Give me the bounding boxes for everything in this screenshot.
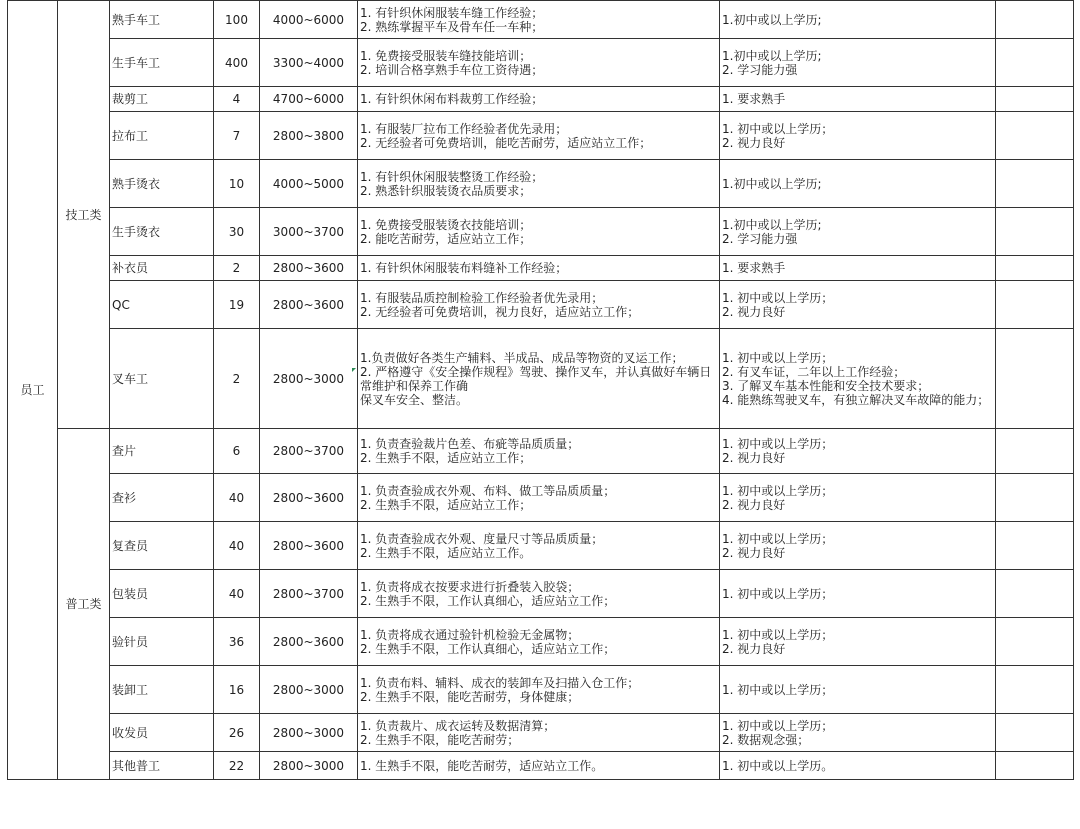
- requirements-cell: 1. 初中或以上学历； 2. 视力良好: [720, 618, 996, 666]
- salary-cell: 2800~3600: [260, 281, 358, 329]
- group-name-cell: 普工类: [58, 429, 110, 780]
- headcount-cell: 2: [214, 256, 260, 281]
- requirements-cell: 1.初中或以上学历;: [720, 160, 996, 208]
- duties-cell: 1. 有针织休闲服装整烫工作经验； 2. 熟悉针织服装烫衣品质要求；: [358, 160, 720, 208]
- notes-cell: [996, 208, 1074, 256]
- position-cell: 叉车工: [110, 329, 214, 429]
- salary-cell: 2800~3600: [260, 256, 358, 281]
- duties-cell: 1. 有针织休闲服装车缝工作经验； 2. 熟练掌握平车及骨车任一车种；: [358, 1, 720, 39]
- table-row: [8, 570, 1074, 618]
- notes-cell: [996, 429, 1074, 474]
- table-row: [8, 474, 1074, 522]
- position-cell: 收发员: [110, 714, 214, 752]
- position-cell: 熟手车工: [110, 1, 214, 39]
- salary-cell: 4000~6000: [260, 1, 358, 39]
- table-row: [8, 752, 1074, 780]
- duties-cell: 1. 生熟手不限，能吃苦耐劳，适应站立工作。: [358, 752, 720, 780]
- salary-cell: 2800~3600: [260, 522, 358, 570]
- salary-cell: 2800~3700: [260, 429, 358, 474]
- table-row: [8, 522, 1074, 570]
- duties-cell: 1. 负责将成衣按要求进行折叠装入胶袋； 2. 生熟手不限，工作认真细心，适应站立工作；: [358, 570, 720, 618]
- headcount-cell: 40: [214, 474, 260, 522]
- position-cell: 查衫: [110, 474, 214, 522]
- position-cell: 熟手烫衣: [110, 160, 214, 208]
- requirements-cell: 1. 初中或以上学历；: [720, 570, 996, 618]
- notes-cell: [996, 281, 1074, 329]
- headcount-cell: 36: [214, 618, 260, 666]
- headcount-cell: 30: [214, 208, 260, 256]
- headcount-cell: 2: [214, 329, 260, 429]
- position-cell: 生手烫衣: [110, 208, 214, 256]
- duties-cell: 1. 有针织休闲布料裁剪工作经验；: [358, 87, 720, 112]
- headcount-cell: 100: [214, 1, 260, 39]
- headcount-cell: 6: [214, 429, 260, 474]
- headcount-cell: 40: [214, 570, 260, 618]
- notes-cell: [996, 329, 1074, 429]
- job-listing-table: [7, 0, 1074, 780]
- table-row: [8, 429, 1074, 474]
- requirements-cell: 1. 初中或以上学历；: [720, 666, 996, 714]
- duties-cell: 1. 负责将成衣通过验针机检验无金属物； 2. 生熟手不限，工作认真细心，适应站立工作；: [358, 618, 720, 666]
- headcount-cell: 16: [214, 666, 260, 714]
- requirements-cell: 1. 初中或以上学历； 2. 有叉车证，二年以上工作经验； 3. 了解叉车基本性能和安全技术要求； 4. 能熟练驾驶叉车，有独立解决叉车故障的能力；: [720, 329, 996, 429]
- requirements-cell: 1. 要求熟手: [720, 87, 996, 112]
- position-cell: 生手车工: [110, 39, 214, 87]
- position-cell: 装卸工: [110, 666, 214, 714]
- notes-cell: [996, 87, 1074, 112]
- notes-cell: [996, 256, 1074, 281]
- requirements-cell: 1. 初中或以上学历； 2. 视力良好: [720, 474, 996, 522]
- notes-cell: [996, 618, 1074, 666]
- table-row: [8, 256, 1074, 281]
- duties-cell: 1. 有服装品质控制检验工作经验者优先录用； 2. 无经验者可免费培训，视力良好，适应站立工作；: [358, 281, 720, 329]
- position-cell: 拉布工: [110, 112, 214, 160]
- requirements-cell: 1. 初中或以上学历； 2. 视力良好: [720, 522, 996, 570]
- headcount-cell: 19: [214, 281, 260, 329]
- table-row: [8, 160, 1074, 208]
- salary-cell: 4700~6000: [260, 87, 358, 112]
- position-cell: QC: [110, 281, 214, 329]
- salary-cell: 3000~3700: [260, 208, 358, 256]
- position-cell: 查片: [110, 429, 214, 474]
- salary-cell: 2800~3000: [260, 752, 358, 780]
- notes-cell: [996, 112, 1074, 160]
- table-row: [8, 618, 1074, 666]
- duties-cell: 1. 免费接受服装烫衣技能培训； 2. 能吃苦耐劳，适应站立工作；: [358, 208, 720, 256]
- position-cell: 验针员: [110, 618, 214, 666]
- table-row: [8, 87, 1074, 112]
- headcount-cell: 400: [214, 39, 260, 87]
- salary-cell: 2800~3000: [260, 714, 358, 752]
- requirements-cell: 1.初中或以上学历;: [720, 1, 996, 39]
- cell-comment-marker: [352, 368, 356, 372]
- requirements-cell: 1. 初中或以上学历； 2. 视力良好: [720, 281, 996, 329]
- requirements-cell: 1. 初中或以上学历； 2. 数据观念强；: [720, 714, 996, 752]
- notes-cell: [996, 474, 1074, 522]
- notes-cell: [996, 160, 1074, 208]
- salary-cell: 2800~3600: [260, 618, 358, 666]
- salary-cell: 2800~3000: [260, 329, 358, 429]
- requirements-cell: 1. 初中或以上学历； 2. 视力良好: [720, 112, 996, 160]
- duties-cell: 1. 有针织休闲服装布料缝补工作经验；: [358, 256, 720, 281]
- table-row: [8, 39, 1074, 87]
- category-cell: 员工: [8, 1, 58, 780]
- requirements-cell: 1. 初中或以上学历； 2. 视力良好: [720, 429, 996, 474]
- position-cell: 其他普工: [110, 752, 214, 780]
- table-row: [8, 208, 1074, 256]
- notes-cell: [996, 1, 1074, 39]
- headcount-cell: 26: [214, 714, 260, 752]
- salary-cell: 4000~5000: [260, 160, 358, 208]
- position-cell: 补衣员: [110, 256, 214, 281]
- table-row: [8, 281, 1074, 329]
- duties-cell: 1. 负责查验裁片色差、布疵等品质质量； 2. 生熟手不限，适应站立工作；: [358, 429, 720, 474]
- salary-cell: 2800~3000: [260, 666, 358, 714]
- notes-cell: [996, 570, 1074, 618]
- duties-cell: 1.负责做好各类生产辅料、半成品、成品等物资的叉运工作； 2. 严格遵守《安全操作规程》驾驶、操作叉车，并认真做好车辆日常维护和保养工作确 保叉车安全、整洁。: [358, 329, 720, 429]
- notes-cell: [996, 522, 1074, 570]
- headcount-cell: 22: [214, 752, 260, 780]
- table-row: [8, 112, 1074, 160]
- notes-cell: [996, 752, 1074, 780]
- duties-cell: 1. 有服装厂拉布工作经验者优先录用； 2. 无经验者可免费培训，能吃苦耐劳，适应站立工作；: [358, 112, 720, 160]
- notes-cell: [996, 714, 1074, 752]
- duties-cell: 1. 负责布料、辅料、成衣的装卸车及扫描入仓工作； 2. 生熟手不限，能吃苦耐劳，身体健康；: [358, 666, 720, 714]
- position-cell: 复查员: [110, 522, 214, 570]
- notes-cell: [996, 666, 1074, 714]
- table-row: [8, 329, 1074, 429]
- requirements-cell: 1. 要求熟手: [720, 256, 996, 281]
- headcount-cell: 10: [214, 160, 260, 208]
- duties-cell: 1. 负责查验成衣外观、度量尺寸等品质质量； 2. 生熟手不限，适应站立工作。: [358, 522, 720, 570]
- headcount-cell: 7: [214, 112, 260, 160]
- headcount-cell: 4: [214, 87, 260, 112]
- salary-cell: 2800~3800: [260, 112, 358, 160]
- table-row: [8, 1, 1074, 39]
- salary-cell: 2800~3700: [260, 570, 358, 618]
- table-row: [8, 714, 1074, 752]
- notes-cell: [996, 39, 1074, 87]
- position-cell: 包装员: [110, 570, 214, 618]
- salary-cell: 2800~3600: [260, 474, 358, 522]
- group-name-cell: 技工类: [58, 1, 110, 429]
- salary-cell: 3300~4000: [260, 39, 358, 87]
- position-cell: 裁剪工: [110, 87, 214, 112]
- requirements-cell: 1.初中或以上学历; 2. 学习能力强: [720, 208, 996, 256]
- headcount-cell: 40: [214, 522, 260, 570]
- duties-cell: 1. 负责查验成衣外观、布料、做工等品质质量； 2. 生熟手不限，适应站立工作；: [358, 474, 720, 522]
- duties-cell: 1. 免费接受服装车缝技能培训； 2. 培训合格享熟手车位工资待遇；: [358, 39, 720, 87]
- requirements-cell: 1. 初中或以上学历。: [720, 752, 996, 780]
- table-row: [8, 666, 1074, 714]
- duties-cell: 1. 负责裁片、成衣运转及数据清算； 2. 生熟手不限，能吃苦耐劳；: [358, 714, 720, 752]
- requirements-cell: 1.初中或以上学历; 2. 学习能力强: [720, 39, 996, 87]
